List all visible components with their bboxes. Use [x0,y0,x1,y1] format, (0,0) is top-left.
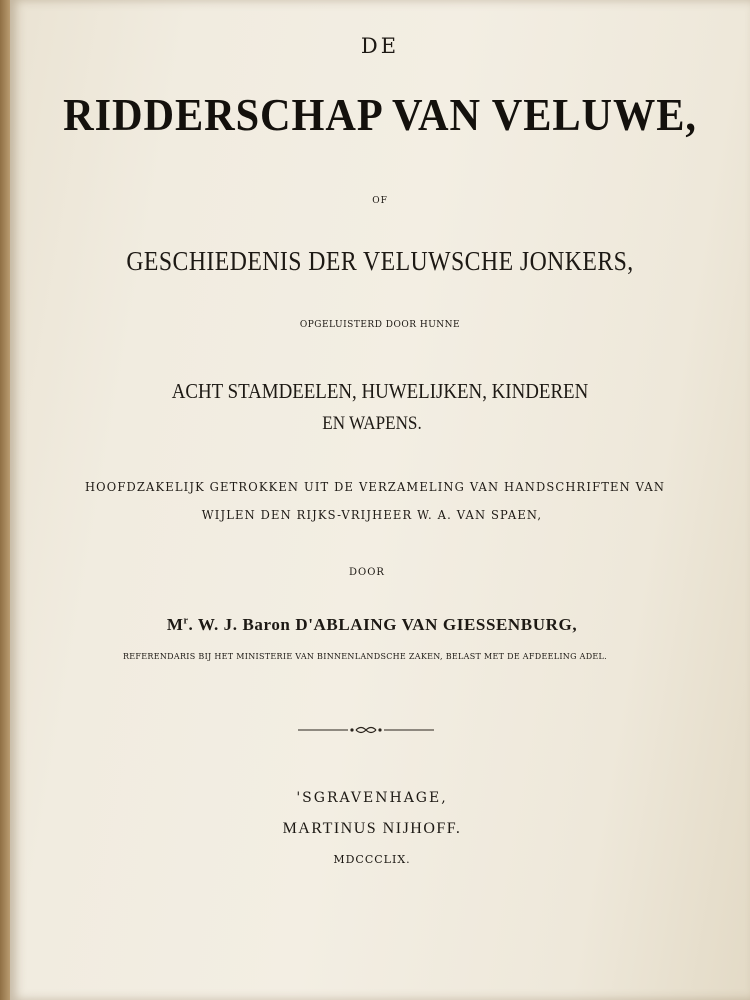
source-line-2: WIJLEN DEN RIJKS-VRIJHEER W. A. VAN SPAEN, [201,508,543,522]
title-page [10,0,750,1000]
title-article: DE [360,34,400,58]
source-line-1: HOOFDZAKELIJK GETROKKEN UIT DE VERZAMELING VAN HANDSCHRIFTEN VAN [84,480,666,494]
subtitle: GESCHIEDENIS DER VELUWSCHE JONKERS, [126,246,634,276]
main-title: RIDDERSCHAP VAN VELUWE, [63,89,697,140]
imprint-year: MDCCCLIX. [333,853,411,866]
author-role: REFERENDARIS BIJ HET MINISTERIE VAN BINNENLANDSCHE ZAKEN, BELAST MET DE AFDEELING ADEL. [122,652,608,661]
author-line [10,615,742,635]
imprint-publisher: MARTINUS NIJHOFF. [282,820,462,837]
title-conjunction: OF [372,196,388,206]
author-prefix-superscript: r [183,615,189,627]
subtitle-note: OPGELUISTERD DOOR HUNNE [299,320,461,330]
contents-line-2: EN WAPENS. [322,413,422,434]
author-prefix: M [166,615,184,634]
ornament-divider-icon [296,724,436,736]
contents-line-1: ACHT STAMDEELEN, HUWELIJKEN, KINDEREN [171,379,589,403]
imprint-place: 'SGRAVENHAGE, [296,790,448,806]
by-word: DOOR [349,567,385,578]
author-name: . W. J. Baron D'ABLAING VAN GIESSENBURG, [188,615,578,634]
